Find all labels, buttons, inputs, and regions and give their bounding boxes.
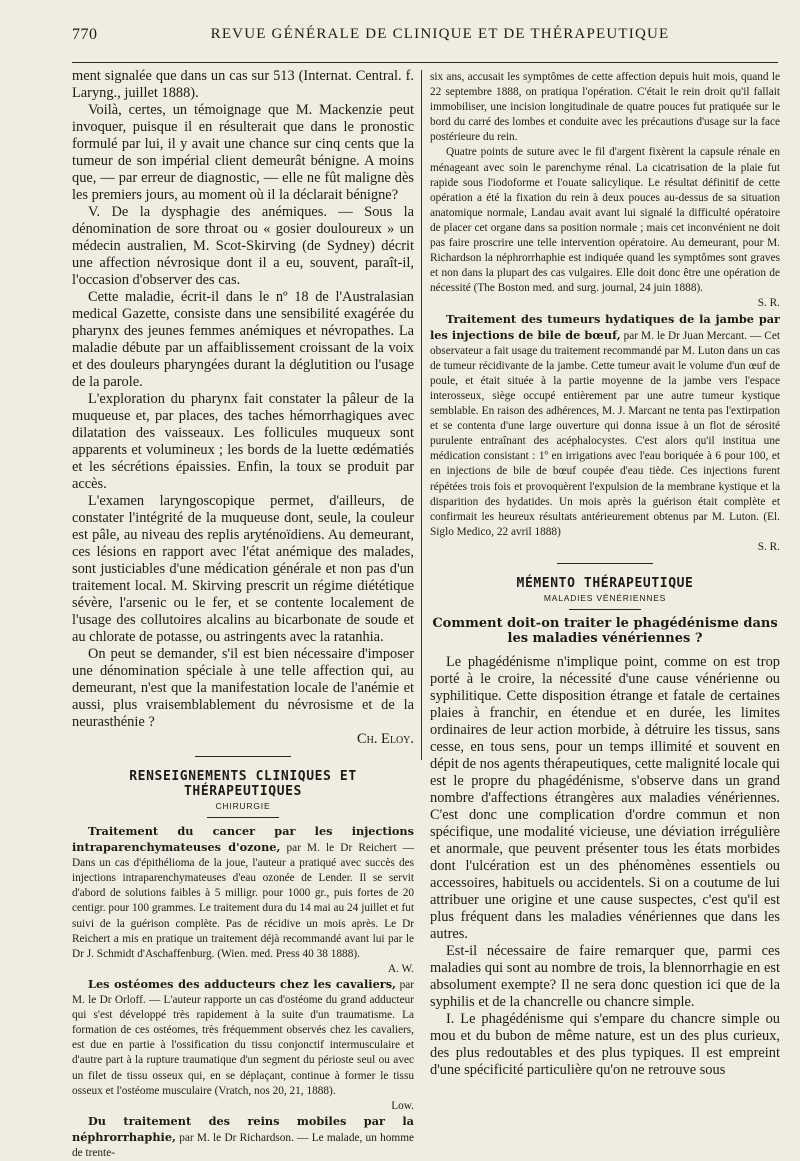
article-heading: Comment doit-on traiter le phagédénisme dans les maladies vénériennes ? <box>432 616 778 646</box>
paragraph: Le phagédénisme n'implique point, comme on est trop porté à le croire, la nécessité d'une cause vénérienne ou syphilitique. Cette disposition étrange et fatale de certaines plaies à franchir, en étendue et en durée, les limites ordinaires de leur action morbide, à détruire les tissus, sans cesse, en tous sens, pour un temps illimité et souvent en dépit de nos agents thérapeutiques, cette malignité locale qui est le propre du phagédénisme, s'observe dans un grand nombre d'affections étrangères aux maladies vénériennes. C'est donc une complication d'ordre commun et non spécifique, une modalité vicieuse, une déviation irrégulière et anormale, que peuvent présenter tous les états morbides dont l'ulcération est un des phénomènes essentiels ou accessoires, habituels ou accidentels. Si on a coutume de lui attribuer une origine et une cause suspectes, c'est qu'il est plus fréquent dans les maladies vénériennes que dans les autres. <box>430 654 780 942</box>
running-title: REVUE GÉNÉRALE DE CLINIQUE ET DE THÉRAPEUTIQUE <box>210 26 670 42</box>
separator-rule <box>557 563 653 564</box>
article <box>72 1114 414 1161</box>
paragraph: L'examen laryngoscopique permet, d'ailleurs, de constater l'intégrité de la muqueuse dont, seule, la couleur est pâle, au niveau des replis aryténoïdiens. Au demeurant, ces lésions en rapport avec l'état anémique des malades, sont justiciables d'une médication générale et non pas d'un traitement local. M. Skirving prescrit un régime diététique sévère, l'arsenic ou le fer, et se contente localement de l'usage des collutoires alcalins au bicarbonate de soude et au chlorate de potasse, ou astringents avec la ratanhia. <box>72 493 414 645</box>
paragraph: L'exploration du pharynx fait constater la pâleur de la muqueuse et, par places, des taches hémorrhagiques avec dilatation des vaisseaux. Les follicules muqueux sont apparents et volumineux ; les bords de la luette œdématiés et les sécrétions épaissies. Enfin, la toux se produit par accès. <box>72 391 414 492</box>
author-signature: Low. <box>391 1099 414 1112</box>
paragraph <box>72 646 414 748</box>
section-rule <box>207 817 279 818</box>
left-column <box>72 68 414 1159</box>
page-header <box>0 0 800 48</box>
article-text: par M. le Dr Richardson. — Le malade, un homme de trente- <box>72 1131 414 1159</box>
paragraph: I. Le phagédénisme qui s'empare du chancre simple ou mou et du bubon de même nature, est un des plus curieux, des plus redoutables et des plus typiques. Il est empreint d'une spécificité particulière qu'on ne retrouve sous <box>430 1011 780 1078</box>
section-subtitle: CHIRURGIE <box>215 801 271 811</box>
article-title: Du traitement des reins mobiles par la néphrorrhaphie, <box>72 1113 414 1144</box>
right-column <box>430 70 780 1078</box>
section-title: MÉMENTO THÉRAPEUTIQUE <box>516 576 694 591</box>
column-divider <box>421 70 422 760</box>
section-title: RENSEIGNEMENTS CLINIQUES ET THÉRAPEUTIQUES <box>129 769 357 799</box>
page-number: 770 <box>72 26 98 43</box>
separator-rule <box>195 756 291 757</box>
paragraph: ment signalée que dans un cas sur 513 (Internat. Central. f. Laryng., juillet 1888). <box>72 68 414 101</box>
paragraph: Est-il nécessaire de faire remarquer que, parmi ces maladies qui sont au nombre de trois, la blennorrhagie en est absolument exempte? Il ne sera donc question ici que de la syphilis et de la chancrelle ou chancre simple. <box>430 943 780 1010</box>
article-text: par M. le Dr Orloff. — L'auteur rapporte un cas d'ostéome du grand adducteur qui s'est développé très rapidement à la suite d'un traumatisme. La formation de ces ostéomes, très fréquemment observés chez les cavaliers, est due en partie à l'ossification du tissu conjonctif intermusculaire et d'autre part à la rupture traumatique d'un segment du périoste seul ou avec un filet de tissu osseux qui, en se déplaçant, continue à former le tissu osseux et l'ostéome musculaire (Vratch, nos 20, 21, 1888). <box>72 978 414 1097</box>
paragraph: Voilà, certes, un témoignage que M. Mackenzie peut invoquer, puisque il en résulterait que dans le pronostic formulé par lui, il y avait une chance sur cinq cents que la tumeur de son impérial client demeurât bénigne. A moins que, — par erreur de diagnostic, — elle ne fût maligne dès les premiers jours, au moment où il la déclarait bénigne? <box>72 102 414 203</box>
article-title: Traitement du cancer par les injections intraparenchymateuses d'ozone, <box>72 824 414 855</box>
author-signature: S. R. <box>757 297 780 310</box>
header-rule <box>72 62 778 63</box>
article-text: par M. le Dr Juan Mercant. — Cet observateur a fait usage du traitement recommandé par M. Luton dans un cas de tumeur récidivante de la jambe. Cette tumeur avait le volume d'un œuf de poule, et était située à la partie moyenne de la jambe vers l'espace interosseux, siège occupé entièrement par une autre tumeur kystique semblable. En raison des adhérences, M. J. Marcant ne tenta pas l'extirpation et se contenta d'une large ouverture qui donna issue à un flot de sérosité purulente entraînant des acéphalocystes. C'est alors qu'il institua une médication consistant : 1º en irrigations avec l'eau boriquée à 6 pour 100, et en injections de bile de bœuf coupée d'eau tiède. Ces injections furent répétées trois fois et provoquèrent l'expulsion de la membrane kystique et la disparition des hydatides. Un mois après la guérison était complète et confirmait les heureux résultats antérieurement obtenus par M. Luton. (El. Siglo Medico, 22 avril 1888) <box>430 329 780 538</box>
article-title: Traitement des tumeurs hydatiques de la jambe par les injections de bile de bœuf, <box>430 311 780 342</box>
author-signature: Ch. Eloy. <box>357 731 414 747</box>
paragraph: Cette maladie, écrit-il dans le nº 18 de l'Australasian medical Gazette, consiste dans une sensibilité exagérée du pharynx des jeunes femmes anémiques et névropathes. La maladie débute par un affaiblissement croissant de la voix et des douleurs pharyngées durant la déglutition ou l'usage de la parole. <box>72 289 414 390</box>
article <box>430 312 780 556</box>
paragraph-text: Quatre points de suture avec le fil d'argent fixèrent la capsule rénale en ménageant avec soin le parenchyme rénal. La cicatrisation de la plaie fut rapide sous l'iodoforme et l'ouate salicylique. Le résultat définitif de cette opération a été la fixation du rein à deux pouces au-dessus de sa situation anatomique normale, Landau avait avant lui signalé la difficulté opératoire de placer cet organe dans sa position normale ; mais cet inconvénient ne doit pas faire proscrire une telle intervention opératoire. Au demeurant, pour M. Richardson la néphrorrhaphie est indiquée quand les symptômes sont graves et non dans la plupart des cas vulgaires. Elle doit donc être une opération de nécessité (The Boston med. and surg. journal, 24 juin 1888). <box>430 146 780 295</box>
article <box>72 977 414 1114</box>
paragraph: six ans, accusait les symptômes de cette affection depuis huit mois, quand le 22 septembre 1888, on pratiqua l'opération. C'était le rein droit qu'il fallait immobiliser, une incision longitudinale de quatre pouces fut pratiquée sur le bord du carré des lombes et conduite avec les précautions d'usage sur la face postérieure du rein. <box>430 71 780 144</box>
section-subtitle: MALADIES VÉNÉRIENNES <box>543 593 667 603</box>
article <box>72 824 414 977</box>
author-signature: A. W. <box>387 962 414 975</box>
article-title: Les ostéomes des adducteurs chez les cavaliers, <box>88 976 396 991</box>
author-signature: S. R. <box>757 540 780 553</box>
paragraph-text: On peut se demander, s'il est bien nécessaire d'imposer une dénomination spéciale à une telle affection qui, au demeurant, n'est que la manifestation locale de l'anémie et aussi, plus vraisemblablement du névrosisme et de la neurasthénie ? <box>72 646 414 730</box>
paragraph <box>430 145 780 311</box>
paragraph: V. De la dysphagie des anémiques. — Sous la dénomination de sore throat ou « gosier douloureux » un médecin australien, M. Scot-Skirving (de Sydney) décrit une affection névrosique dont il a eu, souvent, paraît-il, l'occasion d'observer des cas. <box>72 204 414 288</box>
article-text: par M. le Dr Reichert — Dans un cas d'épithélioma de la joue, l'auteur a pratiqué avec succès des injections intraparenchymateuses d'eau ozonée de Lender. Il se servit d'abord de solutions faibles à 5 milligr. pour 1000 gr., puis fortes de 20 centigr. pour 100 grammes. Le traitement dura du 14 mai au 24 juillet et fut suivi de la guérison complète. Pas de récidive un mois après. Le Dr Reichert a mis en pratique un traitement déjà recommandé avant lui par le Dr J. Schmidt d'Aschaffenburg. (Wien. med. Press 40 38 1888). <box>72 842 414 960</box>
section-rule <box>569 609 641 610</box>
